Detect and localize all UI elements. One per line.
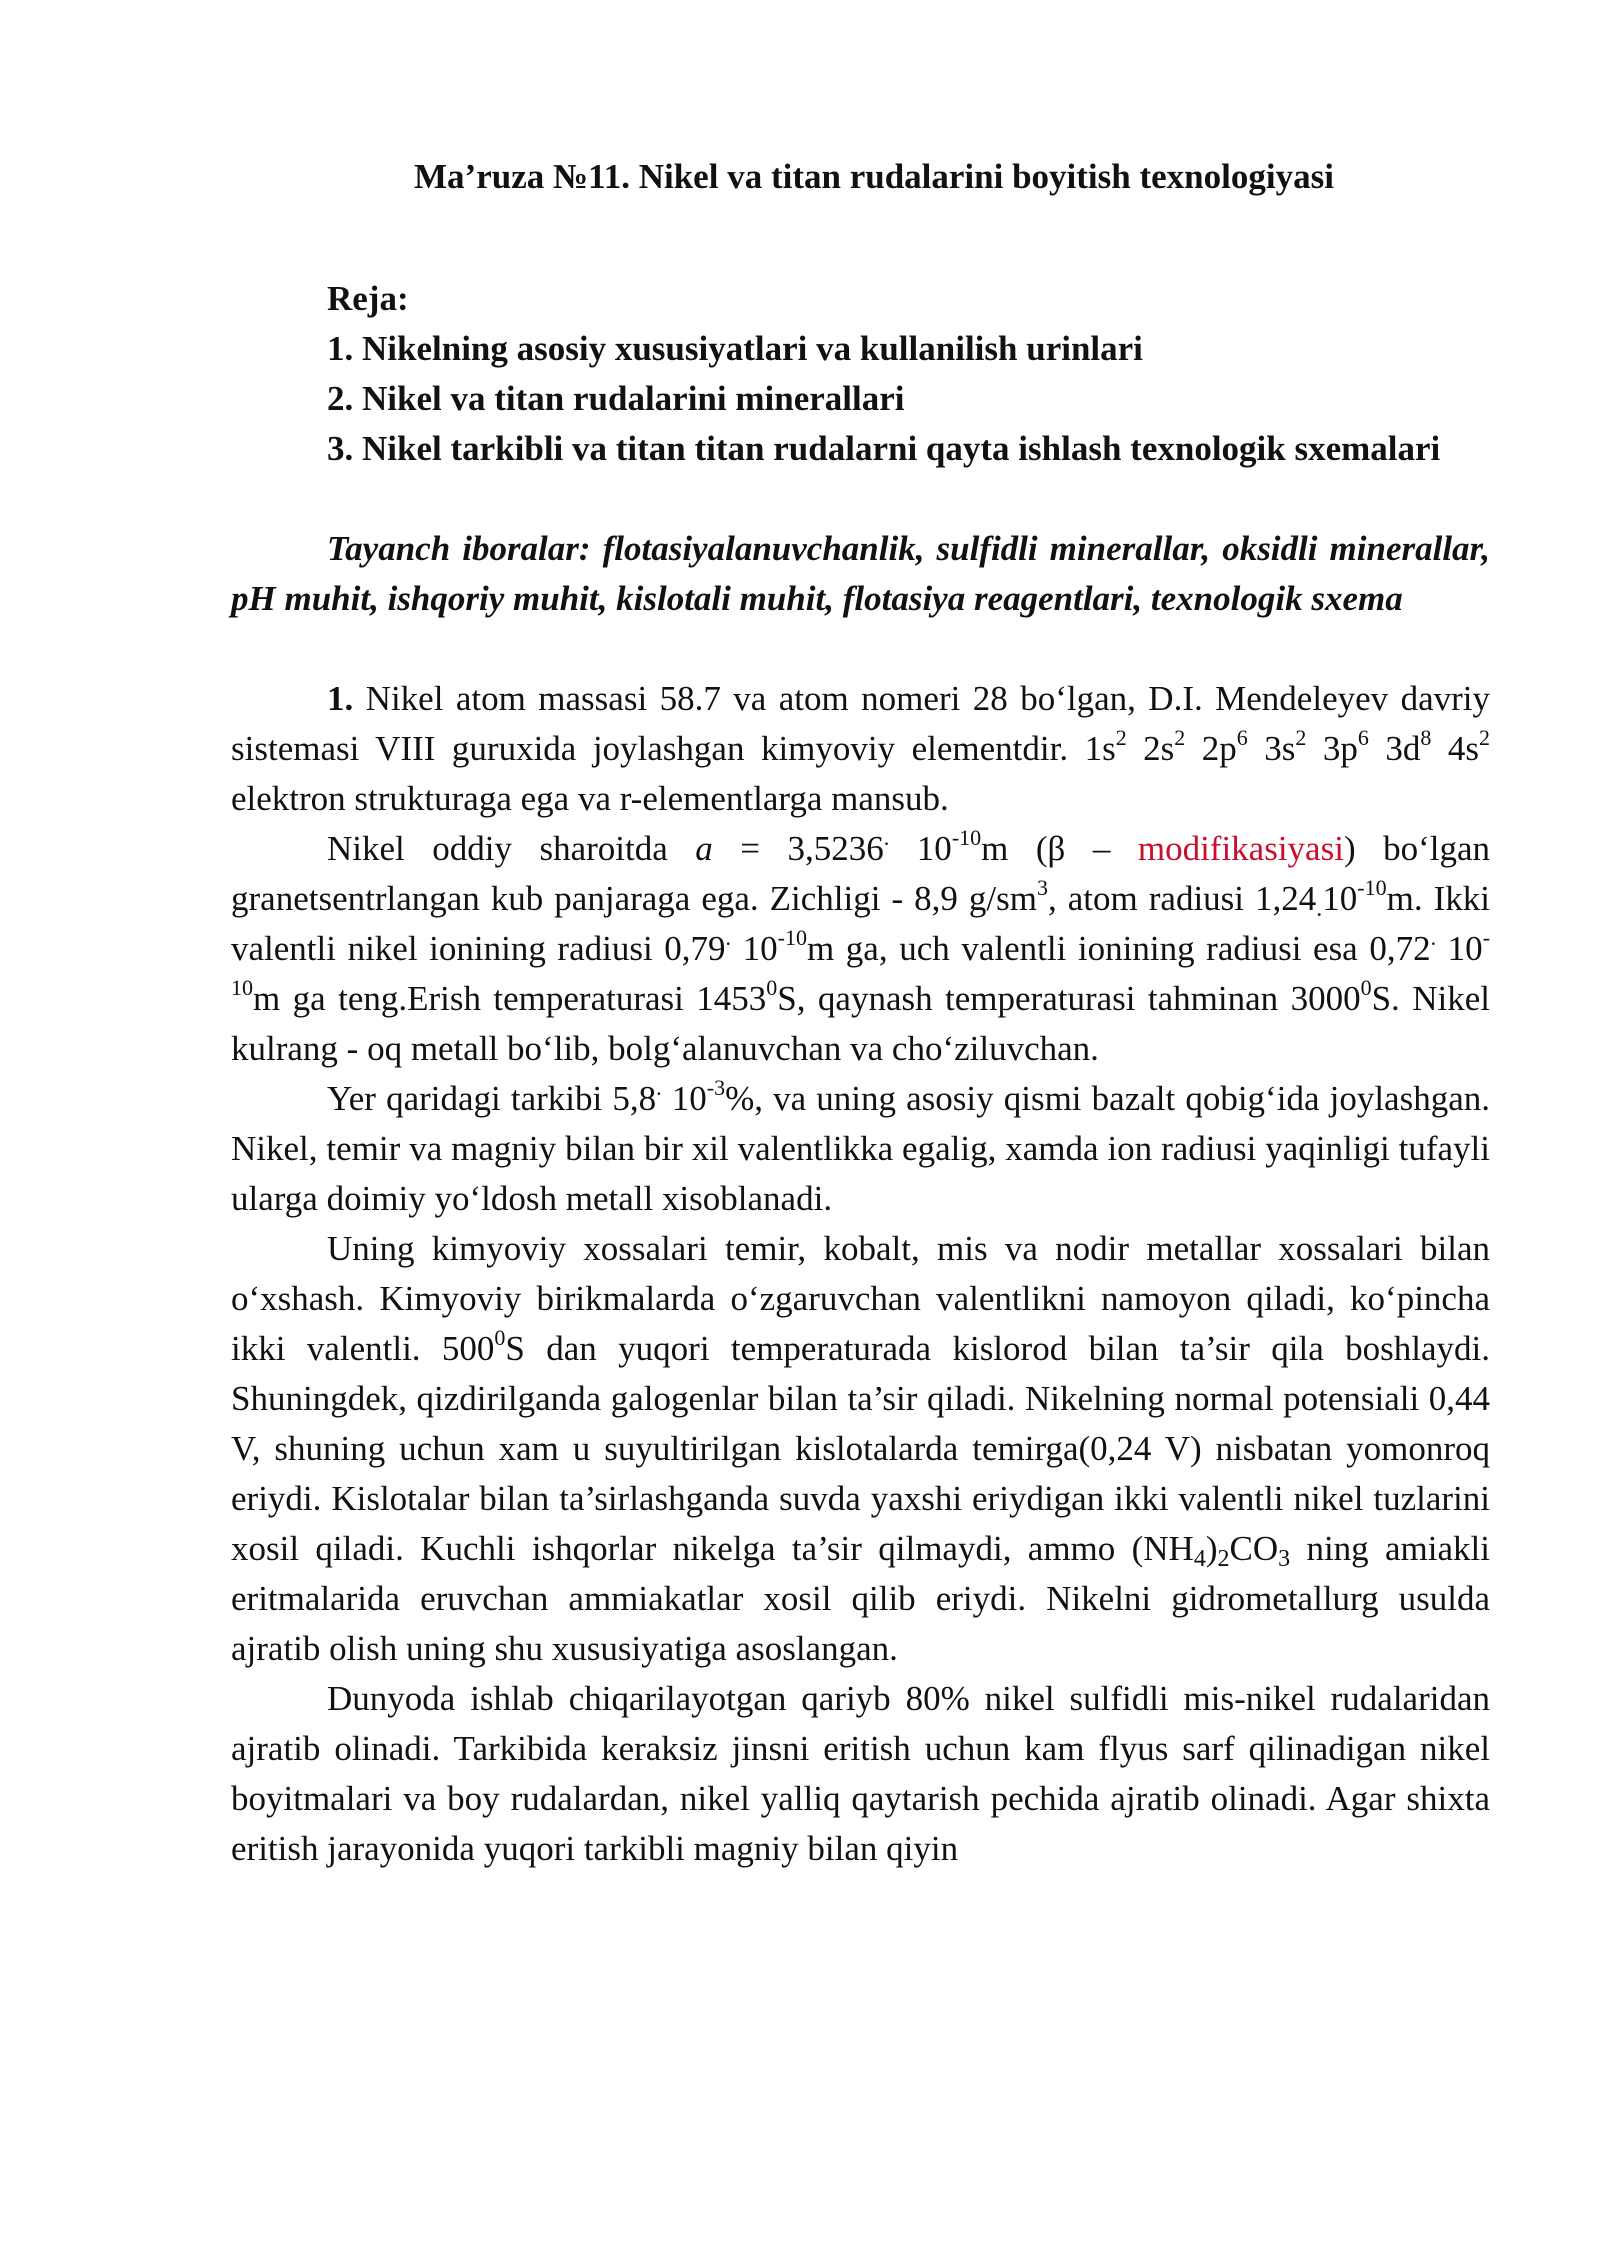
plan-heading: Reja: [327,279,409,318]
paragraph-1: 1. Nikel atom massasi 58.7 va atom nomeri 28 bo‘lgan, D.I. Mendeleyev davriy sistemasi VIII guruxida joylashgan kimyoviy elementdir. $1s^2$ $2s^2$ $2p^6$ $3s^2$ $3p^6$ $3d^8$ $4s^2$ elektron strukturaga ega va r-elementlarga mansub. [231,679,1491,818]
plan-item-3: 3. Nikel tarkibli va titan titan rudalarni qayta ishlash texnologik sxemalari [327,429,1441,468]
lecture-title: Ma’ruza №11. Nikel va titan rudalarini boyitish texnologiyasi [414,157,1334,196]
keywords-paragraph: Tayanch iboralar: flotasiyalanuvchanlik, sulfidli minerallar, oksidli minerallar, pH muhit, ishqoriy muhit, kislotali muhit, flotasiya reagentlari, texnologik sxema [231,529,1490,618]
plan-section [231,274,1490,474]
body-text [231,674,1490,1874]
plan-item-2: 2. Nikel va titan rudalarini minerallari [327,379,905,418]
lattice-parameter-symbol: a [695,829,713,868]
plan-item-1: 1. Nikelning asosiy xususiyatlari va kullanilish urinlari [327,329,1143,368]
paragraph-4: Uning kimyoviy xossalari temir, kobalt, mis va nodir metallar xossalari bilan o‘xshash. Kimyoviy birikmalarda o‘zgaruvchan valentlikni namoyon qiladi, ko‘pincha ikki valentli. $500^0S$ dan yuqori temperaturada kislorod bilan ta’sir qila boshlaydi. Shuningdek, qizdirilganda galogenlar bilan ta’sir qiladi. Nikelning normal potensiali 0,44 V, shuning uchun xam u suyultirilgan kislotalarda temirga(0,24 V) nisbatan yomonroq eriydi. Kislotalar bilan ta’sirlashganda suvda yaxshi eriydigan ikki valentli nikel tuzlarini xosil qiladi. Kuchli ishqorlar nikelga ta’sir qilmaydi, ammo $(NH_4)_2CO_3$ ning amiakli eritmalarida eruvchan ammiakatlar xosil qilib eriydi. Nikelni gidrometallurg usulda ajratib olish uning shu xususiyatiga asoslangan. [231,1229,1490,1668]
section-number: 1. [327,679,354,718]
highlighted-term: modifikasiyasi [1137,829,1344,868]
paragraph-2: Nikel oddiy sharoitda a = 3,5236. $10^{-10}m$ (β – modifikasiyasi) bo‘lgan granetsentrlangan kub panjaraga ega. Zichligi - 8,9 $g/sm^3$, atom radiusi $1,24_.10^{-10}m$. Ikki valentli nikel ionining radiusi 0,79. $10^{-10}m$ ga, uch valentli ionining radiusi esa 0,72. $10^{-10}m$ ga teng.Erish temperaturasi 1453$^0$S, qaynash temperaturasi tahminan 3000$^0$S. Nikel kulrang - oq metall bo‘lib, bolg‘alanuvchan va cho‘ziluvchan. [231,825,1491,1068]
paragraph-5: Dunyoda ishlab chiqarilayotgan qariyb 80% nikel sulfidli mis-nikel rudalaridan ajratib olinadi. Tarkibida keraksiz jinsni eritish uchun kam flyus sarf qilinadigan nikel boyitmalari va boy rudalardan, nikel yalliq qaytarish pechida ajratib olinadi. Agar shixta eritish jarayonida yuqori tarkibli magniy bilan qiyin [231,1679,1490,1868]
paragraph-3: Yer qaridagi tarkibi 5,8. $10^{-3}\%$, va uning asosiy qismi bazalt qobig‘ida joylashgan. Nikel, temir va magniy bilan bir xil valentlikka egalig, xamda ion radiusi yaqinligi tufayli ularga doimiy yo‘ldosh metall xisoblanadi. [231,1075,1490,1218]
